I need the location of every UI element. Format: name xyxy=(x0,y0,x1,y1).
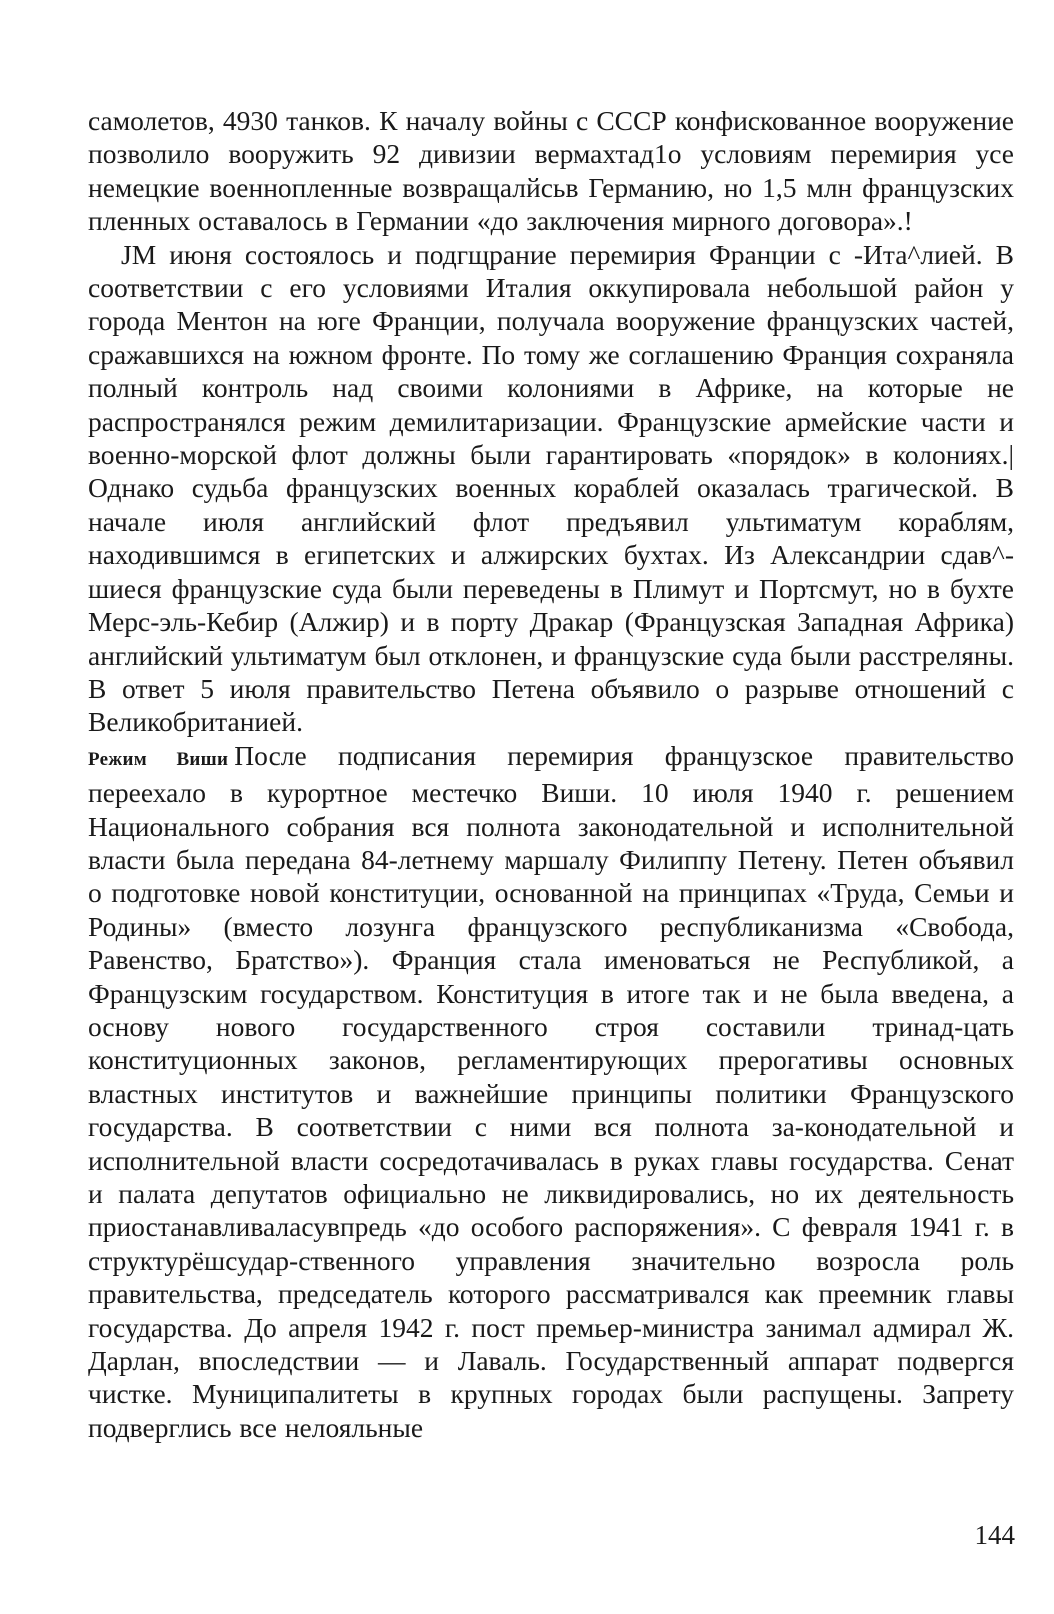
paragraph-armistice-germany: самолетов, 4930 танков. К началу войны с СССР конфискованное вооружение позволило вооружить 92 дивизии вермахтад1о условиям перемирия усе немецкие военнопленные возвращалйсьв Германию, но 1,5 млн французских пленных оставалось в Германии «до заключения мирного договора».! xyxy=(88,105,1014,237)
section-heading-vichy: Режим Виши xyxy=(88,748,229,770)
paragraph-armistice-italy: JM июня состоялось и подгщрание перемирия Франции с -Ита^лией. В соответствии с его условиями Италия оккупировала небольшой район у города Ментон на юге Франции, получала вооружение французских частей, сражавшихся на южном фронте. По тому же соглашению Франция сохраняла полный контроль над своими колониями в Африке, на которые не распространялся режим демилитаризации. Французские армейские части и военно-морской флот должны были гарантировать «порядок» в колониях.|Однако судьба французских военных кораблей оказалась трагической. В начале июля английский флот предъявил ультиматум кораблям, находившимся в египетских и алжирских бухтах. Из Александрии сдав^-шиеся французские суда были переведены в Плимут и Портсмут, но в бухте Мерс-эль-Кебир (Алжир) и в порту Дракар (Французская Западная Африка) английский ультиматум был отклонен, и французские суда были расстреляны. В ответ 5 июля правительство Петена объявило о разрыве отношений с Великобританией. xyxy=(88,238,1014,738)
page-number: 144 xyxy=(974,1520,1015,1550)
page-body xyxy=(88,104,1014,1444)
paragraph-vichy-regime xyxy=(88,739,1014,1445)
section-text-vichy: После подписания перемирия французское правительство переехало в курортное местечко Виши. 10 июля 1940 г. решением Национального собрания вся полнота законодательной и исполнительной власти была передана 84-летнему маршалу Филиппу Петену. Петен объявил о подготовке новой конституции, основанной на принципах «Труда, Семьи и Родины» (вместо лозунга французского республиканизма «Свобода, Равенство, Братство»). Франция стала именоваться не Республикой, а Французским государством. Конституция в итоге так и не была введена, а основу нового государственного строя составили тринад-цать конституционных законов, регламентирующих прерогативы основных властных институтов и важнейшие принципы политики Французского государства. В соответствии с ними вся полнота за-конодательной и исполнительной власти сосредотачивалась в руках главы государства. Сенат и палата депутатов официально не ликвидировались, но их деятельность приостанавливаласувпредь «до особого распоряжения». С февраля 1941 г. в структурёшсудар-ственного управления значительно возросла роль правительства, председатель которого рассматривался как преемник главы государства. До апреля 1942 г. пост премьер-министра занимал адмирал Ж. Дарлан, впоследствии — и Лаваль. Государственный аппарат подвергся чистке. Муниципалитеты в крупных городах были распущены. Запрету подверглись все нелояльные xyxy=(88,739,1015,1443)
